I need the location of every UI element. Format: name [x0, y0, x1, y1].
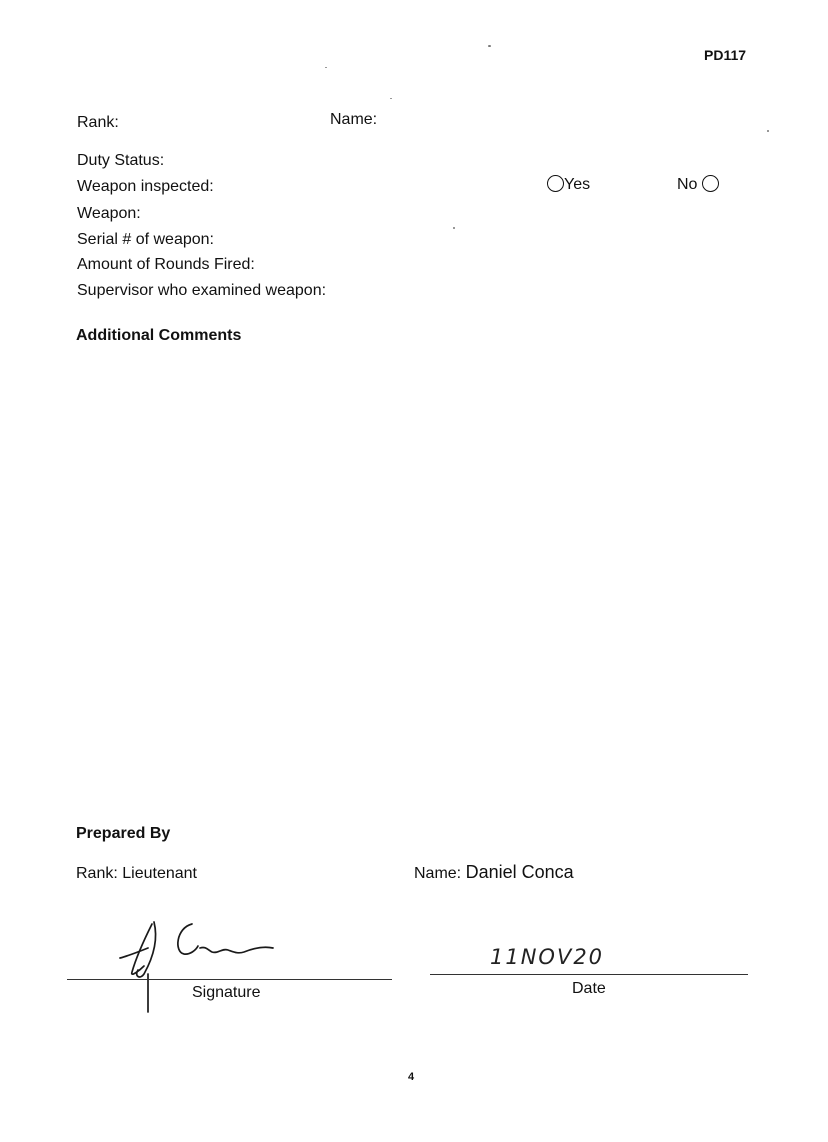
rank-label: Rank:: [77, 114, 119, 131]
prepared-rank: [76, 865, 197, 883]
prepared-by-heading: Prepared By: [76, 825, 171, 842]
form-code: PD117: [704, 47, 747, 63]
no-option[interactable]: [677, 175, 719, 194]
scan-speck: [325, 67, 327, 68]
yes-label: Yes: [564, 176, 591, 193]
no-label: No: [677, 176, 698, 193]
date-line: [430, 974, 748, 975]
scan-speck: [390, 98, 392, 99]
yes-option[interactable]: [547, 175, 590, 194]
duty-status-label: Duty Status:: [77, 152, 165, 169]
scan-speck: [767, 130, 769, 132]
supervisor-label: Supervisor who examined weapon:: [77, 282, 327, 299]
rounds-fired-label: Amount of Rounds Fired:: [77, 256, 255, 273]
prepared-name-value: Daniel Conca: [465, 862, 574, 882]
page-number: 4: [408, 1071, 415, 1083]
prepared-rank-value: Lieutenant: [122, 865, 197, 882]
prepared-name-label: Name:: [414, 865, 462, 882]
weapon-inspected-label: Weapon inspected:: [77, 178, 214, 195]
prepared-name: [414, 862, 574, 883]
serial-label: Serial # of weapon:: [77, 231, 214, 248]
no-radio[interactable]: [702, 175, 719, 192]
date-value: 11NOV20: [490, 945, 605, 969]
scan-speck: [488, 45, 491, 47]
signature-line: [67, 979, 392, 980]
scan-speck: [453, 227, 455, 229]
additional-comments-heading: Additional Comments: [76, 327, 242, 344]
signature-label: Signature: [192, 984, 261, 1001]
yes-radio[interactable]: [547, 175, 564, 192]
weapon-label: Weapon:: [77, 205, 141, 222]
date-label: Date: [572, 980, 606, 997]
name-label: Name:: [330, 111, 378, 128]
prepared-rank-label: Rank:: [76, 865, 118, 882]
